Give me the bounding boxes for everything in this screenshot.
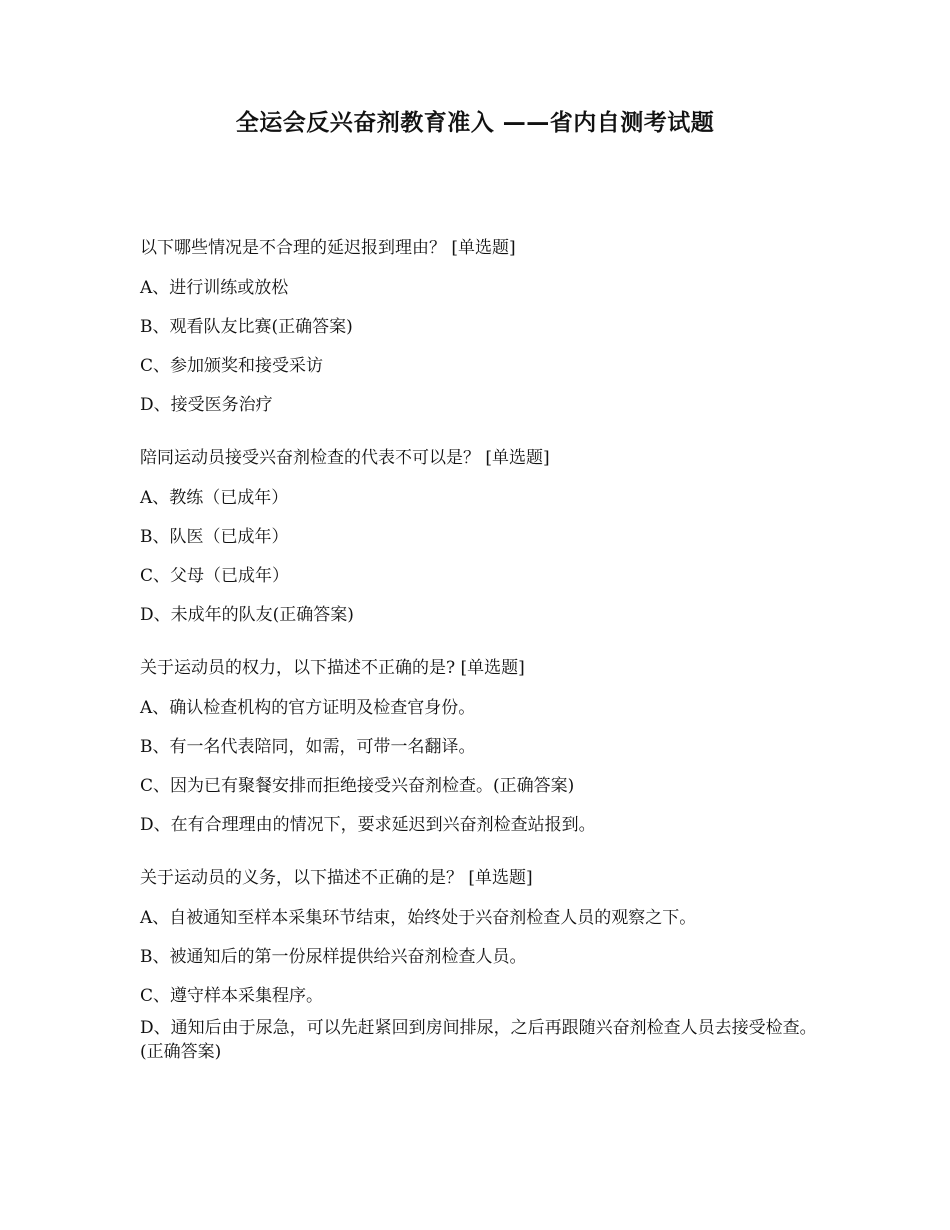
question-text: 关于运动员的义务，以下描述不正确的是？ [单选题] <box>140 868 533 888</box>
option-c: C、参加颁奖和接受采访 <box>140 356 324 376</box>
option-b: B、观看队友比赛(正确答案) <box>140 317 353 337</box>
document-title: 全运会反兴奋剂教育准入 ——省内自测考试题 <box>235 110 715 136</box>
option-a: A、教练（已成年） <box>140 488 289 508</box>
option-d: D、接受医务治疗 <box>140 395 273 415</box>
question-text: 关于运动员的权力，以下描述不正确的是? [单选题] <box>140 658 525 678</box>
option-d: D、在有合理理由的情况下，要求延迟到兴奋剂检查站报到。 <box>140 815 596 835</box>
question-3 <box>140 656 820 837</box>
option-d: D、通知后由于尿急，可以先赶紧回到房间排尿，之后再跟随兴奋剂检查人员去接受检查。(正确答案) <box>140 1018 817 1062</box>
option-b: B、被通知后的第一份尿样提供给兴奋剂检查人员。 <box>140 947 527 967</box>
option-a: A、确认检查机构的官方证明及检查官身份。 <box>140 698 476 718</box>
question-4 <box>140 866 820 1064</box>
option-list <box>140 906 820 1064</box>
question-text: 陪同运动员接受兴奋剂检查的代表不可以是？ [单选题] <box>140 448 550 468</box>
question-list <box>140 236 820 1093</box>
option-c: C、父母（已成年） <box>140 566 290 586</box>
option-c: C、遵守样本采集程序。 <box>140 986 324 1006</box>
option-b: B、有一名代表陪同，如需，可带一名翻译。 <box>140 737 476 757</box>
option-a: A、自被通知至样本采集环节结束，始终处于兴奋剂检查人员的观察之下。 <box>140 908 697 928</box>
option-b: B、队医（已成年） <box>140 527 289 547</box>
option-list <box>140 696 820 837</box>
option-d: D、未成年的队友(正确答案) <box>140 605 354 625</box>
option-a: A、进行训练或放松 <box>140 278 289 298</box>
option-list <box>140 486 820 627</box>
option-list <box>140 276 820 417</box>
option-c: C、因为已有聚餐安排而拒绝接受兴奋剂检查。(正确答案) <box>140 776 575 796</box>
question-1 <box>140 236 820 417</box>
question-2 <box>140 446 820 627</box>
question-text: 以下哪些情况是不合理的延迟报到理由？ [单选题] <box>140 238 516 258</box>
